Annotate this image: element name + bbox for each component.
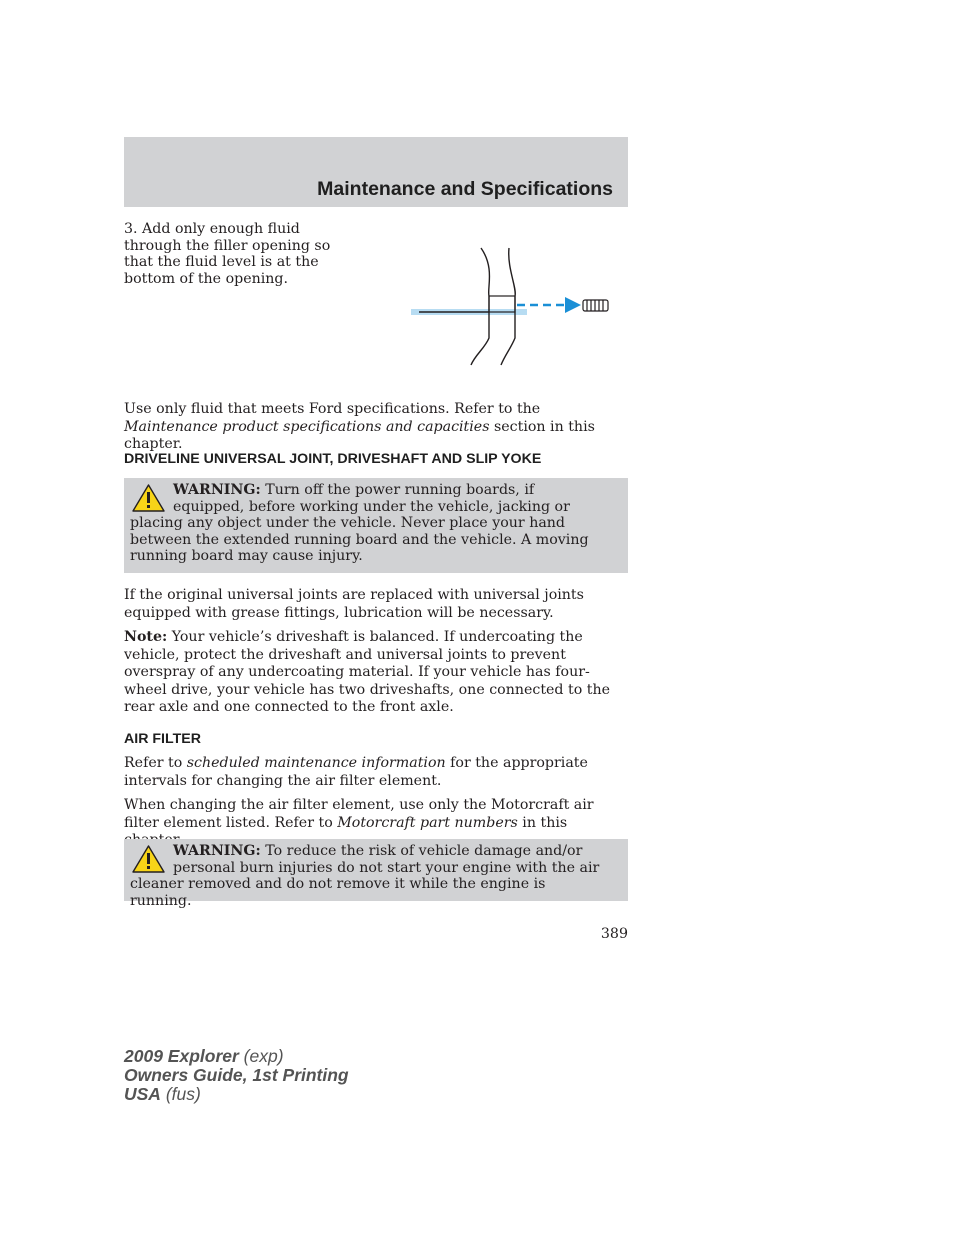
interval-text-end: for the appropriate intervals for changing the air filter element. bbox=[124, 755, 588, 789]
air-filter-interval-paragraph bbox=[124, 755, 628, 790]
warning-label: WARNING: bbox=[173, 482, 261, 498]
footer-model-code: (exp) bbox=[238, 1046, 284, 1066]
document-footer bbox=[124, 1047, 349, 1104]
capacities-reference: Maintenance product specifications and capacities bbox=[124, 418, 490, 435]
note-label: Note: bbox=[124, 629, 168, 645]
filler-plug-icon bbox=[583, 300, 608, 311]
driveline-warning-box bbox=[124, 478, 628, 573]
footer-line-3 bbox=[124, 1085, 349, 1104]
universal-joints-paragraph: If the original universal joints are replaced with universal joints equipped with grease fittings, lubrication will be necessary. bbox=[124, 587, 584, 621]
air-filter-heading: AIR FILTER bbox=[124, 731, 201, 747]
air-filter-warning-text bbox=[130, 843, 608, 909]
air-filter-warning-box bbox=[124, 839, 628, 909]
driveline-warning-text bbox=[130, 482, 608, 565]
element-text-end: in this bbox=[522, 814, 568, 831]
element-text: When changing the air filter element, use only the Motorcraft air filter element listed. Refer to bbox=[124, 797, 594, 831]
fluid-level-diagram bbox=[405, 243, 615, 368]
note-body: Your vehicle’s driveshaft is balanced. If undercoating the vehicle, protect the driveshaft and universal joints to prevent overspray of any undercoating material. If your vehicle has four-wheel drive, your vehicle has two driveshafts, one connected to the rear axle and one connected to the front axle. bbox=[124, 629, 611, 715]
housing-outline-left bbox=[471, 248, 490, 365]
footer-model: 2009 Explorer bbox=[124, 1046, 239, 1066]
fluid-spec-text: Use only fluid that meets Ford specifications. Refer to the bbox=[124, 401, 541, 417]
housing-outline-right bbox=[501, 248, 515, 365]
warning-triangle-icon bbox=[130, 482, 167, 514]
part-numbers-reference: Motorcraft part numbers bbox=[337, 814, 518, 831]
footer-line-1 bbox=[124, 1047, 349, 1066]
footer-printing: Owners Guide, 1st Printing bbox=[124, 1065, 349, 1085]
fluid-spec-text-end: section in this chapter. bbox=[124, 418, 595, 452]
interval-text: Refer to bbox=[124, 755, 187, 771]
warning-triangle-icon bbox=[130, 843, 167, 875]
driveshaft-note bbox=[124, 629, 628, 717]
footer-line-2 bbox=[124, 1066, 349, 1085]
footer-market: USA bbox=[124, 1084, 161, 1104]
section-header bbox=[124, 137, 628, 207]
section-title: Maintenance and Specifications bbox=[317, 178, 613, 200]
warning-body: Turn off the power running boards, if equipped, before working under the vehicle, jacking or placing any object under the vehicle. Never place your hand between the extended running board and the vehicle. A moving running board may cause injury. bbox=[130, 482, 589, 565]
footer-market-code: (fus) bbox=[160, 1084, 201, 1104]
arrow-head bbox=[565, 297, 581, 313]
step-3-text: 3. Add only enough fluid through the filler opening so that the fluid level is at the bottom of the opening. bbox=[124, 221, 331, 287]
driveline-heading: DRIVELINE UNIVERSAL JOINT, DRIVESHAFT AND SLIP YOKE bbox=[124, 451, 542, 467]
warning-body: To reduce the risk of vehicle damage and/or personal burn injuries do not start your engine with the air cleaner removed and do not remove it while the engine is running. bbox=[130, 843, 600, 909]
page-number: 389 bbox=[600, 926, 628, 942]
warning-label: WARNING: bbox=[173, 843, 261, 859]
fluid-spec-paragraph bbox=[124, 401, 628, 454]
scheduled-maintenance-reference: scheduled maintenance information bbox=[186, 755, 446, 771]
